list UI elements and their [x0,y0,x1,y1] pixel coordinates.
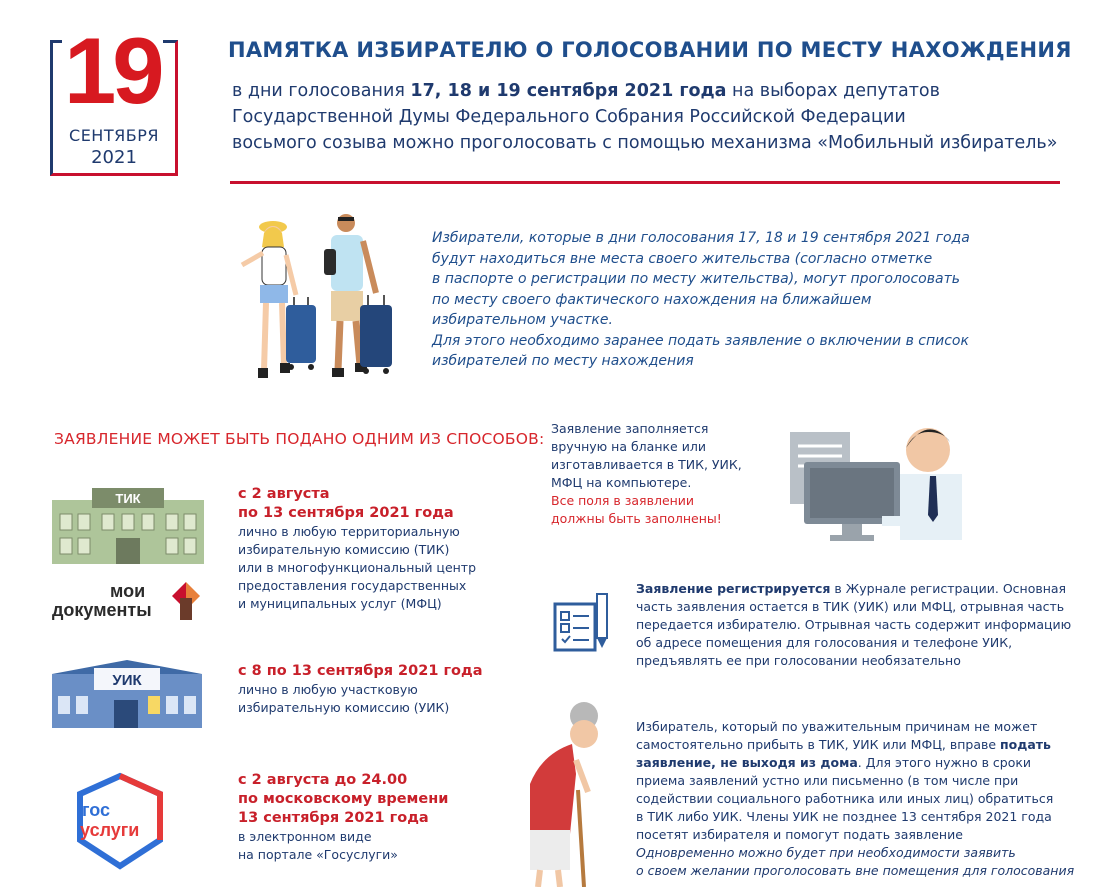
method-desc: предоставления государственных [238,578,467,593]
home-line: приема заявлений устно или письменно (в том числе при [636,773,1019,788]
home-voting-text [636,718,1074,880]
home-italic-line: Одновременно можно будет при необходимости заявить [636,845,1016,860]
method-desc: лично в любую участковую [238,682,418,697]
date-badge [50,18,184,180]
method-date: по 13 сентября 2021 года [238,505,454,521]
info-line: избирательном участке. [432,312,613,328]
gosuslugi-top-label: гос [82,800,111,820]
registration-line: передается избирателю. Отрывная часть содержит информацию [636,617,1072,632]
home-line: Избиратель, который по уважительным причинам не может [636,719,1038,734]
intro-text [232,78,1057,156]
badge-day: 19 [64,18,161,123]
form-note [551,420,742,528]
home-line: самостоятельно прибыть в ТИК, УИК или МФЦ, вправе подать [636,737,1051,752]
form-note-warning: должны быть заполнены! [551,511,722,526]
form-note-line: Заявление заполняется [551,421,709,436]
info-line: в паспорте о регистрации по месту жительства), могут проголосовать [432,271,960,287]
mfc-logo-icon [170,580,202,622]
info-line: Для этого необходимо заранее подать заявление о включении в список [432,332,969,349]
info-text [432,228,970,372]
intro-line-2: Государственной Думы Федерального Собрания Российской Федерации [232,107,906,127]
method-date: 13 сентября 2021 года [238,810,429,826]
method-desc: лично в любую территориальную [238,524,460,539]
registration-line-1: Заявление регистрируется в Журнале регистрации. Основная [636,581,1067,596]
method-date: с 2 августа до 24.00 [238,772,408,788]
method-desc: избирательную комиссию (УИК) [238,700,450,715]
form-note-warning: Все поля в заявлении [551,493,695,508]
elderly-voter-illustration [512,700,612,887]
methods-heading: ЗАЯВЛЕНИЕ МОЖЕТ БЫТЬ ПОДАНО ОДНИМ ИЗ СПОСОБОВ: [54,430,545,448]
method-gosuslugi [238,771,448,864]
info-line: по месту своего фактического нахождения на ближайшем [432,291,872,308]
badge-month: СЕНТЯБРЯ [69,126,159,145]
computer-operator-illustration [786,420,966,545]
intro-line-3: восьмого созыва можно проголосовать с помощью механизма «Мобильный избиратель» [232,133,1058,153]
home-line: в ТИК либо УИК. Члены УИК не позднее 13 сентября 2021 года [636,809,1052,824]
method-desc: в электронном виде [238,829,372,844]
method-tik [238,485,476,613]
page-title: ПАМЯТКА ИЗБИРАТЕЛЮ О ГОЛОСОВАНИИ ПО МЕСТУ НАХОЖДЕНИЯ [228,38,1072,62]
intro-line-1: в дни голосования 17, 18 и 19 сентября 2021 года на выборах депутатов [232,81,940,101]
home-italic-line: о своем желании проголосовать вне помещения для голосования [636,863,1075,878]
method-desc: избирательную комиссию (ТИК) [238,542,450,557]
info-line: избирателей по месту нахождения [432,353,694,369]
travelers-illustration [228,205,398,395]
home-line: посетят избирателя и помогут подать заявление [636,827,963,842]
tik-building-icon [52,486,204,564]
form-note-line: МФЦ на компьютере. [551,475,692,490]
registration-text [636,580,1071,670]
method-date: с 2 августа [238,486,330,502]
home-line: содействии социального работника или иных лиц) обратиться [636,791,1054,806]
home-line: заявление, не выходя из дома. Для этого нужно в сроки [636,755,1032,770]
method-desc: на портале «Госуслуги» [238,847,398,862]
uik-building-icon [52,660,202,728]
registration-line: об адресе помещения для голосования и телефоне УИК, [636,635,1013,650]
moi-dokumenty-logo: мои документы [52,581,152,620]
method-date: по московскому времени [238,791,449,807]
tik-label: ТИК [115,491,141,506]
info-line: Избиратели, которые в дни голосования 17, 18 и 19 сентября 2021 года [432,230,970,246]
badge-year: 2021 [91,147,137,168]
method-date: с 8 по 13 сентября 2021 года [238,663,483,679]
form-checklist-icon [553,590,613,652]
form-note-line: вручную на бланке или [551,439,706,454]
header-divider [230,181,1060,184]
registration-line: предъявлять ее при голосовании необязательно [636,653,961,668]
method-desc: и муниципальных услуг (МФЦ) [238,596,442,611]
method-uik [238,662,483,717]
registration-line: часть заявления остается в ТИК (УИК) или МФЦ, отрывная часть [636,599,1065,614]
method-desc: или в многофункциональный центр [238,560,477,575]
gosuslugi-logo-icon [68,772,172,872]
form-note-line: изготавливается в ТИК, УИК, [551,457,742,472]
gosuslugi-bottom-label: услуги [80,820,140,840]
info-line: будут находиться вне места своего жительства (согласно отметке [432,250,933,267]
uik-label: УИК [112,672,142,689]
